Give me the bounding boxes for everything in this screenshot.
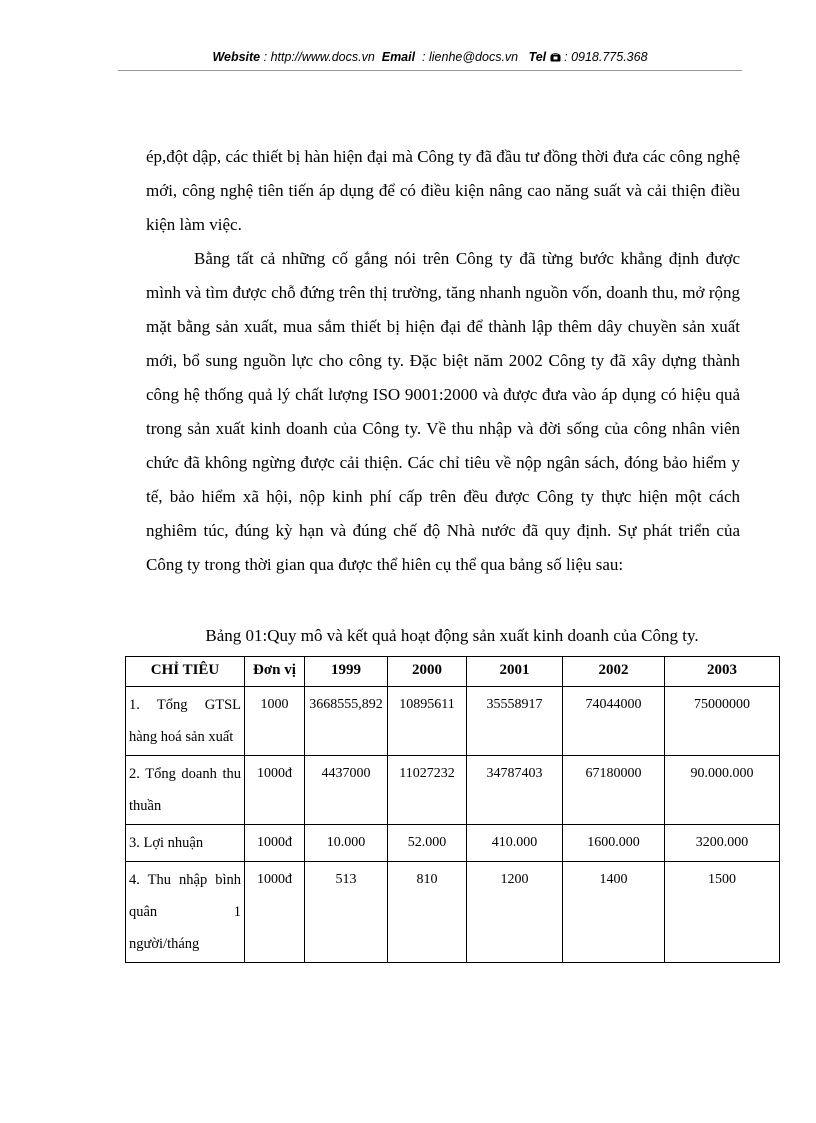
table-cell: 90.000.000 <box>665 756 780 825</box>
header-cell-2001: 2001 <box>467 657 563 687</box>
table-cell-label: 3. Lợi nhuận <box>126 825 245 862</box>
table-cell: 67180000 <box>563 756 665 825</box>
table-cell: 75000000 <box>665 687 780 756</box>
table-cell: 1400 <box>563 862 665 963</box>
table-cell: 10.000 <box>305 825 388 862</box>
header-cell-2000: 2000 <box>388 657 467 687</box>
phone-icon <box>550 51 561 65</box>
table-cell: 10895611 <box>388 687 467 756</box>
table-cell: 1500 <box>665 862 780 963</box>
table-caption: Bảng 01:Quy mô và kết quả hoạt động sản xuất kinh doanh của Công ty. <box>205 626 699 645</box>
email-label: Email <box>381 50 416 64</box>
tel-label: Tel <box>528 50 547 64</box>
phone-number[interactable]: 0918.775.368 <box>571 50 648 64</box>
table-cell: 1200 <box>467 862 563 963</box>
header-cell-indicator: CHỈ TIÊU <box>126 657 245 687</box>
table-row <box>126 687 780 756</box>
body-text <box>146 140 740 582</box>
table-cell: 52.000 <box>388 825 467 862</box>
table-cell: 1000 <box>245 687 305 756</box>
table-cell-label: 1. Tổng GTSL hàng hoá sản xuất <box>126 687 245 756</box>
website-label: Website <box>212 50 261 64</box>
table-cell: 35558917 <box>467 687 563 756</box>
table-cell: 1600.000 <box>563 825 665 862</box>
table-cell: 34787403 <box>467 756 563 825</box>
paragraph-1: ép,đột dập, các thiết bị hàn hiện đại mà Công ty đã đầu tư đồng thời đưa các công nghệ mới, công nghệ tiên tiến áp dụng để có điều kiện nâng cao năng suất và cải thiện điều kiện làm việc. <box>146 147 740 234</box>
table-row <box>126 862 780 963</box>
table-cell: 3668555,892 <box>305 687 388 756</box>
table-cell: 4437000 <box>305 756 388 825</box>
header-cell-2003: 2003 <box>665 657 780 687</box>
table-cell: 74044000 <box>563 687 665 756</box>
table-cell: 3200.000 <box>665 825 780 862</box>
table-cell: 1000đ <box>245 756 305 825</box>
website-url[interactable]: http://www.docs.vn <box>270 50 375 64</box>
header-divider <box>118 70 742 71</box>
table-cell: 810 <box>388 862 467 963</box>
table-header-row <box>126 657 780 687</box>
table-cell: 513 <box>305 862 388 963</box>
paragraph-2: Bằng tất cả những cố gắng nói trên Công ty đã từng bước khẳng định được mình và tìm được chỗ đứng trên thị trường, tăng nhanh nguồn vốn, doanh thu, mở rộng mặt bằng sản xuất, mua sắm thiết bị hiện đại để thành lập thêm dây chuyền sản xuất mới, bổ sung nguồn lực cho công ty. Đặc biệt năm 2002 Công ty đã xây dựng thành công hệ thống quả lý chất lượng ISO 9001:2000 và được đưa vào áp dụng có hiệu quả trong sản xuất kinh doanh của Công ty. Về thu nhập và đời sống của công nhân viên chức đã không ngừng được cải thiện. Các chỉ tiêu về nộp ngân sách, đóng bảo hiểm y tế, bảo hiểm xã hội, nộp kinh phí cấp trên đều được Công ty thực hiện một cách nghiêm túc, đúng kỳ hạn và đúng chế độ Nhà nước đã quy định. Sự phát triển của Công ty trong thời gian qua được thể hiên cụ thể qua bảng số liệu sau: <box>146 249 740 574</box>
table-cell: 11027232 <box>388 756 467 825</box>
table-row <box>126 756 780 825</box>
table-cell: 1000đ <box>245 825 305 862</box>
header-cell-2002: 2002 <box>563 657 665 687</box>
table-cell-label: 2. Tổng doanh thu thuần <box>126 756 245 825</box>
table-cell: 410.000 <box>467 825 563 862</box>
table-row <box>126 825 780 862</box>
header-cell-unit: Đơn vị <box>245 657 305 687</box>
table-cell: 1000đ <box>245 862 305 963</box>
table-cell-label: 4. Thu nhập bình quân 1 người/tháng <box>126 862 245 963</box>
email-address[interactable]: lienhe@docs.vn <box>429 50 519 64</box>
results-table <box>125 656 780 963</box>
page-header: Website : http://www.docs.vn Email : lienhe@docs.vn Tel : 0918.775.368 <box>212 50 648 64</box>
header-cell-1999: 1999 <box>305 657 388 687</box>
